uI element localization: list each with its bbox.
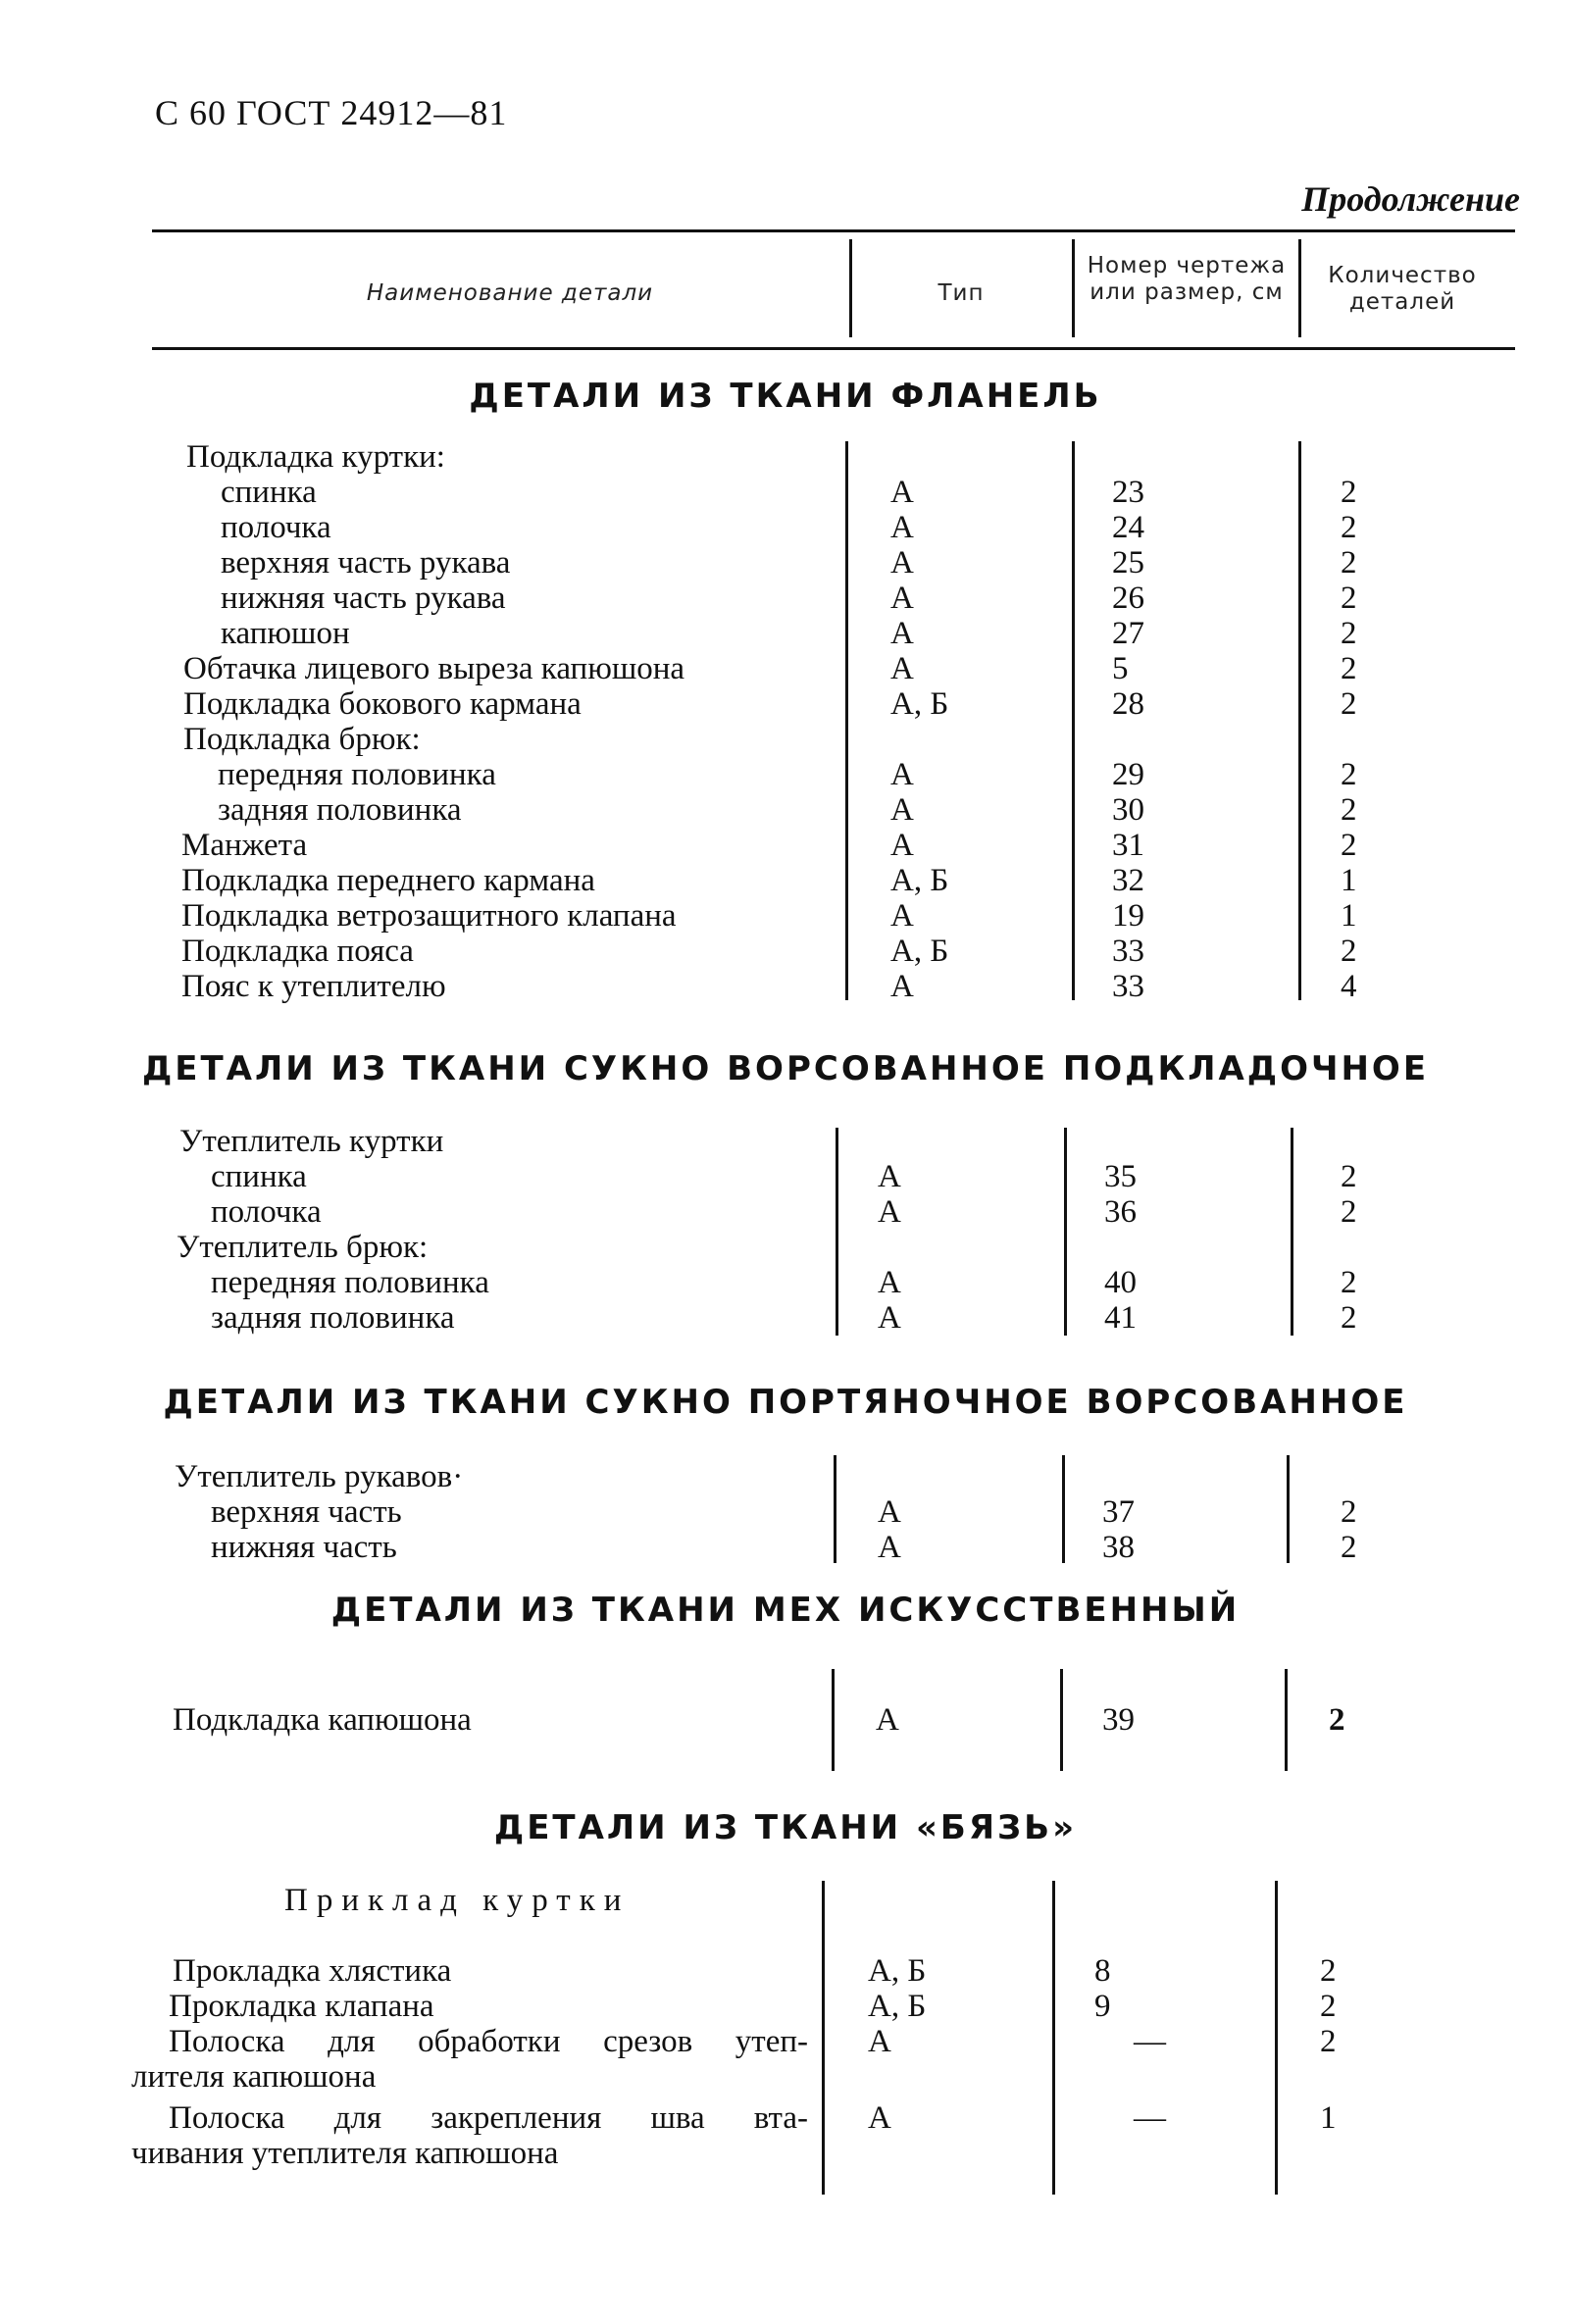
detail-qty: 2 (1341, 581, 1357, 616)
detail-name: спинка (211, 1159, 307, 1194)
detail-number: 5 (1112, 651, 1129, 686)
detail-qty: 2 (1341, 475, 1357, 510)
detail-type: А, Б (890, 934, 949, 969)
detail-name: полочка (211, 1194, 322, 1230)
detail-name: Утеплитель рукавов· (175, 1459, 464, 1494)
table-row (0, 1530, 1571, 1565)
section5-divider-3 (1275, 1881, 1278, 2195)
detail-type: А (878, 1265, 901, 1300)
table-row (0, 757, 1571, 792)
detail-number: 27 (1112, 616, 1144, 651)
detail-name: Манжета (181, 828, 308, 863)
detail-name: Подкладка капюшона (173, 1702, 472, 1738)
header-divider-3 (1298, 239, 1301, 337)
detail-name: Утеплитель куртки (179, 1124, 444, 1159)
table-row (0, 722, 1571, 757)
detail-name-line1: Полоска для закрепления шва вта- (169, 2100, 808, 2136)
detail-number: 30 (1112, 792, 1144, 828)
detail-number: 31 (1112, 828, 1144, 863)
detail-qty: 2 (1341, 545, 1357, 581)
detail-qty: 1 (1341, 898, 1357, 934)
detail-qty: 4 (1341, 969, 1357, 1004)
table-row (0, 792, 1571, 828)
table-row (0, 475, 1571, 510)
detail-number: 26 (1112, 581, 1144, 616)
detail-name-line2: чивания утеплителя капюшона (131, 2136, 559, 2171)
table-row (0, 1459, 1571, 1494)
table-row (0, 545, 1571, 581)
detail-name: Подкладка ветрозащитного клапана (181, 898, 677, 934)
detail-type: А (878, 1194, 901, 1230)
detail-number: 9 (1094, 1989, 1111, 2024)
header-divider-2 (1072, 239, 1075, 337)
table-row (0, 1702, 1571, 1738)
detail-type: А (890, 792, 914, 828)
table-top-rule (152, 229, 1515, 232)
detail-type: А (890, 757, 914, 792)
detail-qty: 2 (1341, 828, 1357, 863)
detail-name: Подкладка пояса (181, 934, 414, 969)
detail-type: А (868, 2024, 891, 2059)
table-row (0, 581, 1571, 616)
detail-qty: 2 (1341, 1530, 1357, 1565)
section-title-artificial-fur: ДЕТАЛИ ИЗ ТКАНИ МЕХ ИСКУССТВЕННЫЙ (330, 1591, 1241, 1630)
column-header-name: Наименование детали (366, 280, 654, 306)
section-title-calico: ДЕТАЛИ ИЗ ТКАНИ «БЯЗЬ» (493, 1808, 1078, 1847)
table-row (0, 898, 1571, 934)
detail-name: капюшон (221, 616, 350, 651)
detail-type: А (878, 1530, 901, 1565)
detail-name: Подкладка куртки: (186, 439, 445, 475)
detail-qty: 2 (1341, 1159, 1357, 1194)
detail-name-line2: лителя капюшона (131, 2059, 377, 2095)
detail-qty: 2 (1341, 1494, 1357, 1530)
detail-type: А (878, 1300, 901, 1336)
detail-type: А (890, 545, 914, 581)
detail-name: Обтачка лицевого выреза капюшона (183, 651, 685, 686)
detail-name: Пояс к утеплителю (181, 969, 446, 1004)
detail-qty: 2 (1320, 1953, 1337, 1989)
detail-qty: 1 (1341, 863, 1357, 898)
detail-name: Прокладка хлястика (173, 1953, 452, 1989)
detail-number: 37 (1102, 1494, 1135, 1530)
detail-name-line1: Полоска для обработки срезов утеп- (169, 2024, 808, 2059)
section5-divider-2 (1052, 1881, 1055, 2195)
detail-qty: 2 (1320, 2024, 1337, 2059)
detail-qty: 1 (1320, 2100, 1337, 2136)
table-row (0, 510, 1571, 545)
detail-qty: 2 (1341, 616, 1357, 651)
detail-number: 39 (1102, 1702, 1135, 1738)
detail-number: 35 (1104, 1159, 1137, 1194)
table-row (0, 828, 1571, 863)
table-row (0, 1159, 1571, 1194)
table-row (0, 1124, 1571, 1159)
detail-qty: 2 (1341, 651, 1357, 686)
detail-name: передняя половинка (211, 1265, 489, 1300)
detail-qty: 2 (1341, 1265, 1357, 1300)
detail-type: А, Б (890, 686, 949, 722)
table-row (0, 1194, 1571, 1230)
detail-type: А (890, 581, 914, 616)
detail-number: — (1134, 2024, 1166, 2059)
detail-number: 28 (1112, 686, 1144, 722)
detail-name: Подкладка бокового кармана (183, 686, 582, 722)
table-row (0, 863, 1571, 898)
continuation-label: Продолжение (1301, 179, 1520, 219)
subheading-jacket-trim: Приклад куртки (284, 1883, 631, 1918)
detail-name: нижняя часть (211, 1530, 397, 1565)
section-title-flannel: ДЕТАЛИ ИЗ ТКАНИ ФЛАНЕЛЬ (469, 377, 1102, 416)
detail-qty: 2 (1341, 792, 1357, 828)
detail-type: А (868, 2100, 891, 2136)
table-row (0, 651, 1571, 686)
table-row (0, 439, 1571, 475)
detail-name: задняя половинка (218, 792, 462, 828)
section5-divider-1 (822, 1881, 825, 2195)
detail-qty: 2 (1341, 1194, 1357, 1230)
detail-type: А (890, 510, 914, 545)
table-row (0, 1953, 1571, 1989)
detail-type: А (890, 616, 914, 651)
detail-number: — (1134, 2100, 1166, 2136)
detail-qty: 2 (1341, 934, 1357, 969)
detail-number: 8 (1094, 1953, 1111, 1989)
detail-type: А, Б (890, 863, 949, 898)
table-row (0, 1494, 1571, 1530)
detail-number: 36 (1104, 1194, 1137, 1230)
detail-type: А (890, 828, 914, 863)
detail-number: 24 (1112, 510, 1144, 545)
detail-number: 38 (1102, 1530, 1135, 1565)
detail-type: А (890, 651, 914, 686)
detail-number: 25 (1112, 545, 1144, 581)
table-row (0, 686, 1571, 722)
detail-name: Утеплитель брюк: (177, 1230, 429, 1265)
section-title-cloth-foot: ДЕТАЛИ ИЗ ТКАНИ СУКНО ПОРТЯНОЧНОЕ ВОРСОВАННОЕ (163, 1383, 1408, 1422)
detail-number: 19 (1112, 898, 1144, 934)
detail-name: Подкладка брюк: (183, 722, 421, 757)
detail-qty: 2 (1329, 1702, 1345, 1738)
detail-number: 33 (1112, 934, 1144, 969)
table-row (0, 1989, 1571, 2024)
detail-name: нижняя часть рукава (221, 581, 506, 616)
detail-type: А (878, 1159, 901, 1194)
table-row (0, 934, 1571, 969)
header-divider-1 (849, 239, 852, 337)
detail-type: А (890, 898, 914, 934)
detail-name: задняя половинка (211, 1300, 455, 1336)
detail-type: А, Б (868, 1953, 927, 1989)
table-row (0, 1265, 1571, 1300)
table-header-bottom-rule (152, 347, 1515, 350)
detail-qty: 2 (1341, 757, 1357, 792)
detail-name: верхняя часть (211, 1494, 402, 1530)
detail-type: А, Б (868, 1989, 927, 2024)
detail-type: А (876, 1702, 899, 1738)
detail-qty: 2 (1341, 686, 1357, 722)
detail-number: 29 (1112, 757, 1144, 792)
detail-number: 32 (1112, 863, 1144, 898)
detail-number: 40 (1104, 1265, 1137, 1300)
detail-type: А (890, 969, 914, 1004)
detail-name: Подкладка переднего кармана (181, 863, 595, 898)
detail-name: передняя половинка (218, 757, 496, 792)
detail-qty: 2 (1320, 1989, 1337, 2024)
detail-name: спинка (221, 475, 317, 510)
detail-number: 23 (1112, 475, 1144, 510)
detail-type: А (878, 1494, 901, 1530)
table-row (0, 1230, 1571, 1265)
section-title-cloth-lining: ДЕТАЛИ ИЗ ТКАНИ СУКНО ВОРСОВАННОЕ ПОДКЛАДОЧНОЕ (141, 1049, 1430, 1088)
detail-qty: 2 (1341, 1300, 1357, 1336)
detail-number: 41 (1104, 1300, 1137, 1336)
table-row (0, 616, 1571, 651)
detail-name: полочка (221, 510, 331, 545)
table-row (0, 969, 1571, 1004)
detail-name: верхняя часть рукава (221, 545, 511, 581)
column-header-qty: Количество деталей (1328, 263, 1477, 315)
column-header-type: Тип (938, 280, 985, 306)
detail-number: 33 (1112, 969, 1144, 1004)
page-header: С 60 ГОСТ 24912—81 (155, 93, 508, 132)
detail-type: А (890, 475, 914, 510)
table-row (0, 1300, 1571, 1336)
column-header-number: Номер чертежа или размер, см (1087, 253, 1287, 305)
detail-name: Прокладка клапана (169, 1989, 434, 2024)
detail-qty: 2 (1341, 510, 1357, 545)
